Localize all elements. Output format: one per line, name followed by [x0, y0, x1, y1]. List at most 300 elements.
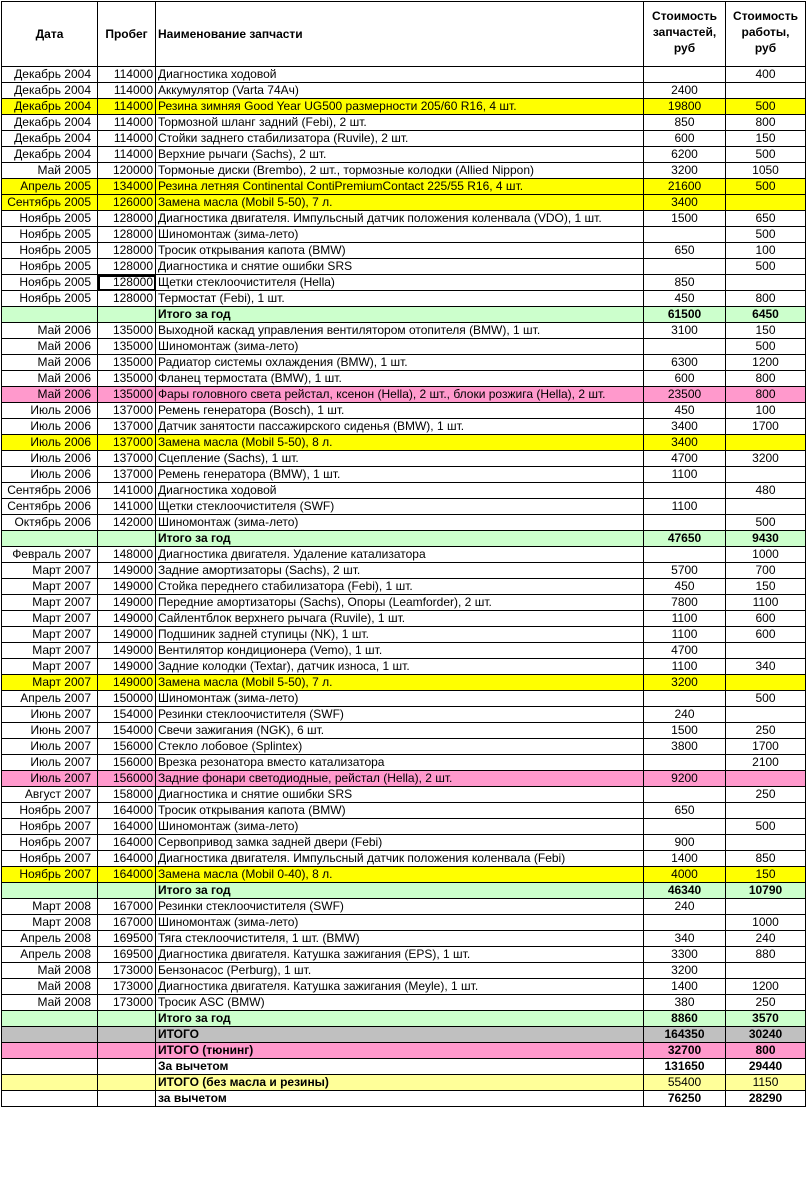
labor-cost-cell[interactable]: 30240	[726, 1027, 806, 1043]
parts-cost-cell[interactable]: 3400	[644, 195, 726, 211]
mileage-cell[interactable]: 149000	[98, 659, 156, 675]
parts-cost-cell[interactable]: 450	[644, 403, 726, 419]
part-name-cell[interactable]: Щетки стеклоочистителя (SWF)	[156, 499, 644, 515]
part-name-cell[interactable]: Свечи зажигания (NGK), 6 шт.	[156, 723, 644, 739]
mileage-cell[interactable]: 149000	[98, 579, 156, 595]
parts-cost-cell[interactable]: 164350	[644, 1027, 726, 1043]
labor-cost-cell[interactable]: 2100	[726, 755, 806, 771]
date-cell[interactable]: Июль 2006	[2, 419, 98, 435]
parts-cost-cell[interactable]	[644, 755, 726, 771]
mileage-cell[interactable]: 114000	[98, 67, 156, 83]
part-name-cell[interactable]: Стойки заднего стабилизатора (Ruvile), 2 шт.	[156, 131, 644, 147]
mileage-cell[interactable]: 173000	[98, 963, 156, 979]
mileage-cell[interactable]: 150000	[98, 691, 156, 707]
parts-cost-cell[interactable]: 4000	[644, 867, 726, 883]
parts-cost-cell[interactable]: 1100	[644, 499, 726, 515]
mileage-cell[interactable]: 148000	[98, 547, 156, 563]
labor-cost-cell[interactable]	[726, 803, 806, 819]
date-cell[interactable]: Ноябрь 2005	[2, 291, 98, 307]
date-cell[interactable]	[2, 883, 98, 899]
labor-cost-cell[interactable]: 150	[726, 323, 806, 339]
part-name-cell[interactable]: Датчик занятости пассажирского сиденья (BMW), 1 шт.	[156, 419, 644, 435]
date-cell[interactable]: Март 2008	[2, 915, 98, 931]
date-cell[interactable]: Декабрь 2004	[2, 83, 98, 99]
parts-cost-cell[interactable]: 650	[644, 243, 726, 259]
parts-cost-cell[interactable]: 600	[644, 131, 726, 147]
date-cell[interactable]: Апрель 2007	[2, 691, 98, 707]
mileage-cell[interactable]: 154000	[98, 707, 156, 723]
date-cell[interactable]: Ноябрь 2007	[2, 851, 98, 867]
parts-cost-cell[interactable]: 1100	[644, 611, 726, 627]
date-cell[interactable]	[2, 1027, 98, 1043]
part-name-cell[interactable]: Диагностика двигателя. Удаление катализатора	[156, 547, 644, 563]
part-name-cell[interactable]: Шиномонтаж (зима-лето)	[156, 227, 644, 243]
part-name-cell[interactable]: Диагностика ходовой	[156, 483, 644, 499]
parts-cost-cell[interactable]: 6200	[644, 147, 726, 163]
labor-cost-cell[interactable]: 800	[726, 371, 806, 387]
mileage-cell[interactable]: 141000	[98, 499, 156, 515]
labor-cost-cell[interactable]: 9430	[726, 531, 806, 547]
mileage-cell[interactable]	[98, 1075, 156, 1091]
labor-cost-cell[interactable]	[726, 499, 806, 515]
labor-cost-cell[interactable]: 500	[726, 99, 806, 115]
mileage-cell[interactable]: 164000	[98, 819, 156, 835]
parts-cost-cell[interactable]: 1400	[644, 851, 726, 867]
labor-cost-cell[interactable]: 100	[726, 243, 806, 259]
date-cell[interactable]: Июль 2007	[2, 739, 98, 755]
date-cell[interactable]: Декабрь 2004	[2, 131, 98, 147]
part-name-cell[interactable]: Задние амортизаторы (Sachs), 2 шт.	[156, 563, 644, 579]
labor-cost-cell[interactable]: 880	[726, 947, 806, 963]
labor-cost-cell[interactable]	[726, 643, 806, 659]
labor-cost-cell[interactable]: 500	[726, 227, 806, 243]
date-cell[interactable]: Ноябрь 2007	[2, 867, 98, 883]
mileage-cell[interactable]: 128000	[98, 259, 156, 275]
date-cell[interactable]: Июль 2006	[2, 451, 98, 467]
part-name-cell[interactable]: за вычетом	[156, 1091, 644, 1107]
mileage-cell[interactable]: 134000	[98, 179, 156, 195]
parts-cost-cell[interactable]: 340	[644, 931, 726, 947]
date-cell[interactable]	[2, 1075, 98, 1091]
mileage-cell[interactable]: 137000	[98, 419, 156, 435]
part-name-cell[interactable]: Задние колодки (Textar), датчик износа, 1 шт.	[156, 659, 644, 675]
date-cell[interactable]	[2, 1043, 98, 1059]
labor-cost-cell[interactable]: 250	[726, 787, 806, 803]
part-name-cell[interactable]: Резинки стеклоочистителя (SWF)	[156, 707, 644, 723]
date-cell[interactable]: Декабрь 2004	[2, 147, 98, 163]
labor-cost-cell[interactable]: 1000	[726, 915, 806, 931]
part-name-cell[interactable]: Выходной каскад управления вентилятором отопителя (BMW), 1 шт.	[156, 323, 644, 339]
labor-cost-cell[interactable]: 500	[726, 339, 806, 355]
part-name-cell[interactable]: Шиномонтаж (зима-лето)	[156, 915, 644, 931]
mileage-cell[interactable]: 149000	[98, 563, 156, 579]
date-cell[interactable]	[2, 307, 98, 323]
date-cell[interactable]: Ноябрь 2007	[2, 819, 98, 835]
labor-cost-cell[interactable]: 3200	[726, 451, 806, 467]
part-name-cell[interactable]: Тяга стеклоочистителя, 1 шт. (BMW)	[156, 931, 644, 947]
header-part-name[interactable]: Наименование запчасти	[156, 2, 644, 67]
header-date[interactable]: Дата	[2, 2, 98, 67]
labor-cost-cell[interactable]: 400	[726, 67, 806, 83]
date-cell[interactable]: Март 2007	[2, 643, 98, 659]
date-cell[interactable]: Сентябрь 2005	[2, 195, 98, 211]
part-name-cell[interactable]: Вентилятор кондиционера (Vemo), 1 шт.	[156, 643, 644, 659]
date-cell[interactable]: Сентябрь 2006	[2, 483, 98, 499]
labor-cost-cell[interactable]: 500	[726, 179, 806, 195]
labor-cost-cell[interactable]: 500	[726, 147, 806, 163]
mileage-cell[interactable]: 156000	[98, 739, 156, 755]
date-cell[interactable]: Март 2007	[2, 579, 98, 595]
part-name-cell[interactable]: ИТОГО	[156, 1027, 644, 1043]
date-cell[interactable]: Март 2008	[2, 899, 98, 915]
parts-cost-cell[interactable]: 55400	[644, 1075, 726, 1091]
parts-cost-cell[interactable]	[644, 259, 726, 275]
labor-cost-cell[interactable]: 1700	[726, 739, 806, 755]
parts-cost-cell[interactable]: 4700	[644, 643, 726, 659]
parts-cost-cell[interactable]: 3800	[644, 739, 726, 755]
parts-cost-cell[interactable]: 61500	[644, 307, 726, 323]
labor-cost-cell[interactable]: 3570	[726, 1011, 806, 1027]
date-cell[interactable]: Июль 2006	[2, 467, 98, 483]
mileage-cell[interactable]: 114000	[98, 115, 156, 131]
date-cell[interactable]: Апрель 2008	[2, 947, 98, 963]
parts-cost-cell[interactable]: 450	[644, 579, 726, 595]
parts-cost-cell[interactable]: 76250	[644, 1091, 726, 1107]
part-name-cell[interactable]: Итого за год	[156, 883, 644, 899]
labor-cost-cell[interactable]: 240	[726, 931, 806, 947]
parts-cost-cell[interactable]	[644, 819, 726, 835]
date-cell[interactable]: Март 2007	[2, 675, 98, 691]
part-name-cell[interactable]: Резина зимняя Good Year UG500 размерности 205/60 R16, 4 шт.	[156, 99, 644, 115]
part-name-cell[interactable]: Диагностика двигателя. Катушка зажигания (EPS), 1 шт.	[156, 947, 644, 963]
mileage-cell[interactable]	[98, 1027, 156, 1043]
mileage-cell[interactable]: 128000	[98, 211, 156, 227]
part-name-cell[interactable]: Ремень генератора (Bosch), 1 шт.	[156, 403, 644, 419]
date-cell[interactable]	[2, 1059, 98, 1075]
date-cell[interactable]: Май 2006	[2, 323, 98, 339]
mileage-cell[interactable]: 126000	[98, 195, 156, 211]
part-name-cell[interactable]: Резинки стеклоочистителя (SWF)	[156, 899, 644, 915]
part-name-cell[interactable]: Тормоные диски (Brembo), 2 шт., тормозные колодки (Allied Nippon)	[156, 163, 644, 179]
date-cell[interactable]: Сентябрь 2006	[2, 499, 98, 515]
part-name-cell[interactable]: Замена масла (Mobil 5-50), 8 л.	[156, 435, 644, 451]
mileage-cell[interactable]: 135000	[98, 387, 156, 403]
labor-cost-cell[interactable]: 1050	[726, 163, 806, 179]
part-name-cell[interactable]: Итого за год	[156, 531, 644, 547]
part-name-cell[interactable]: Замена масла (Mobil 5-50), 7 л.	[156, 195, 644, 211]
parts-cost-cell[interactable]: 240	[644, 707, 726, 723]
parts-cost-cell[interactable]: 3400	[644, 435, 726, 451]
part-name-cell[interactable]: Тросик открывания капота (BMW)	[156, 243, 644, 259]
date-cell[interactable]: Ноябрь 2005	[2, 227, 98, 243]
part-name-cell[interactable]: Диагностика ходовой	[156, 67, 644, 83]
mileage-cell[interactable]: 167000	[98, 899, 156, 915]
labor-cost-cell[interactable]: 800	[726, 1043, 806, 1059]
date-cell[interactable]: Май 2006	[2, 371, 98, 387]
labor-cost-cell[interactable]	[726, 435, 806, 451]
labor-cost-cell[interactable]: 250	[726, 723, 806, 739]
parts-cost-cell[interactable]: 600	[644, 371, 726, 387]
part-name-cell[interactable]: Шиномонтаж (зима-лето)	[156, 691, 644, 707]
date-cell[interactable]: Октябрь 2006	[2, 515, 98, 531]
date-cell[interactable]: Май 2006	[2, 355, 98, 371]
part-name-cell[interactable]: Шиномонтаж (зима-лето)	[156, 515, 644, 531]
parts-cost-cell[interactable]: 19800	[644, 99, 726, 115]
labor-cost-cell[interactable]: 850	[726, 851, 806, 867]
parts-cost-cell[interactable]: 650	[644, 803, 726, 819]
mileage-cell[interactable]	[98, 307, 156, 323]
date-cell[interactable]: Ноябрь 2005	[2, 211, 98, 227]
mileage-cell[interactable]	[98, 531, 156, 547]
labor-cost-cell[interactable]	[726, 771, 806, 787]
date-cell[interactable]: Март 2007	[2, 563, 98, 579]
parts-cost-cell[interactable]: 380	[644, 995, 726, 1011]
mileage-cell[interactable]: 137000	[98, 451, 156, 467]
mileage-cell[interactable]: 137000	[98, 435, 156, 451]
date-cell[interactable]: Май 2006	[2, 387, 98, 403]
part-name-cell[interactable]: За вычетом	[156, 1059, 644, 1075]
labor-cost-cell[interactable]: 500	[726, 819, 806, 835]
part-name-cell[interactable]: Итого за год	[156, 307, 644, 323]
parts-cost-cell[interactable]	[644, 339, 726, 355]
parts-cost-cell[interactable]	[644, 547, 726, 563]
labor-cost-cell[interactable]: 650	[726, 211, 806, 227]
header-parts-cost[interactable]: Стоимость запчастей, руб	[644, 2, 726, 67]
mileage-cell[interactable]: 169500	[98, 931, 156, 947]
labor-cost-cell[interactable]	[726, 83, 806, 99]
mileage-cell[interactable]	[98, 1011, 156, 1027]
date-cell[interactable]: Ноябрь 2005	[2, 259, 98, 275]
labor-cost-cell[interactable]: 29440	[726, 1059, 806, 1075]
labor-cost-cell[interactable]	[726, 963, 806, 979]
date-cell[interactable]: Февраль 2007	[2, 547, 98, 563]
part-name-cell[interactable]: Шиномонтаж (зима-лето)	[156, 339, 644, 355]
parts-cost-cell[interactable]: 6300	[644, 355, 726, 371]
mileage-cell[interactable]: 114000	[98, 99, 156, 115]
date-cell[interactable]: Март 2007	[2, 611, 98, 627]
labor-cost-cell[interactable]: 1200	[726, 355, 806, 371]
labor-cost-cell[interactable]: 1100	[726, 595, 806, 611]
part-name-cell[interactable]: Диагностика двигателя. Катушка зажигания (Meyle), 1 шт.	[156, 979, 644, 995]
part-name-cell[interactable]: Итого за год	[156, 1011, 644, 1027]
parts-cost-cell[interactable]	[644, 67, 726, 83]
mileage-cell[interactable]: 149000	[98, 627, 156, 643]
mileage-cell[interactable]: 135000	[98, 371, 156, 387]
date-cell[interactable]: Март 2007	[2, 627, 98, 643]
part-name-cell[interactable]: Тормозной шланг задний (Febi), 2 шт.	[156, 115, 644, 131]
date-cell[interactable]: Июль 2006	[2, 435, 98, 451]
parts-cost-cell[interactable]: 4700	[644, 451, 726, 467]
parts-cost-cell[interactable]: 1100	[644, 659, 726, 675]
parts-cost-cell[interactable]: 21600	[644, 179, 726, 195]
part-name-cell[interactable]: Замена масла (Mobil 5-50), 7 л.	[156, 675, 644, 691]
part-name-cell[interactable]: Сайлентблок верхнего рычага (Ruvile), 1 шт.	[156, 611, 644, 627]
parts-cost-cell[interactable]: 3200	[644, 163, 726, 179]
mileage-cell[interactable]: 135000	[98, 323, 156, 339]
parts-cost-cell[interactable]	[644, 483, 726, 499]
mileage-cell[interactable]: 156000	[98, 755, 156, 771]
part-name-cell[interactable]: Диагностика и снятие ошибки SRS	[156, 259, 644, 275]
labor-cost-cell[interactable]	[726, 275, 806, 291]
part-name-cell[interactable]: Верхние рычаги (Sachs), 2 шт.	[156, 147, 644, 163]
date-cell[interactable]: Июнь 2007	[2, 707, 98, 723]
labor-cost-cell[interactable]: 150	[726, 131, 806, 147]
mileage-cell[interactable]: 164000	[98, 867, 156, 883]
mileage-cell[interactable]: 164000	[98, 803, 156, 819]
labor-cost-cell[interactable]: 150	[726, 867, 806, 883]
parts-cost-cell[interactable]: 240	[644, 899, 726, 915]
mileage-cell[interactable]: 164000	[98, 835, 156, 851]
date-cell[interactable]: Май 2006	[2, 339, 98, 355]
parts-cost-cell[interactable]	[644, 515, 726, 531]
date-cell[interactable]: Декабрь 2004	[2, 115, 98, 131]
mileage-cell[interactable]	[98, 1091, 156, 1107]
date-cell[interactable]: Декабрь 2004	[2, 99, 98, 115]
part-name-cell[interactable]: Стойка переднего стабилизатора (Febi), 1 шт.	[156, 579, 644, 595]
mileage-cell[interactable]: 158000	[98, 787, 156, 803]
parts-cost-cell[interactable]: 850	[644, 115, 726, 131]
mileage-cell[interactable]	[98, 883, 156, 899]
labor-cost-cell[interactable]: 250	[726, 995, 806, 1011]
header-mileage[interactable]: Пробег	[98, 2, 156, 67]
mileage-cell[interactable]: 142000	[98, 515, 156, 531]
mileage-cell[interactable]: 128000	[98, 275, 156, 291]
date-cell[interactable]: Июль 2007	[2, 771, 98, 787]
parts-cost-cell[interactable]	[644, 915, 726, 931]
part-name-cell[interactable]: Фланец термостата (BMW), 1 шт.	[156, 371, 644, 387]
parts-cost-cell[interactable]: 3100	[644, 323, 726, 339]
mileage-cell[interactable]: 137000	[98, 403, 156, 419]
parts-cost-cell[interactable]: 450	[644, 291, 726, 307]
labor-cost-cell[interactable]	[726, 675, 806, 691]
parts-cost-cell[interactable]: 3300	[644, 947, 726, 963]
parts-cost-cell[interactable]: 850	[644, 275, 726, 291]
labor-cost-cell[interactable]: 150	[726, 579, 806, 595]
part-name-cell[interactable]: Диагностика двигателя. Импульсный датчик положения коленвала (Febi)	[156, 851, 644, 867]
mileage-cell[interactable]: 173000	[98, 979, 156, 995]
mileage-cell[interactable]: 154000	[98, 723, 156, 739]
labor-cost-cell[interactable]: 28290	[726, 1091, 806, 1107]
mileage-cell[interactable]: 167000	[98, 915, 156, 931]
date-cell[interactable]	[2, 1091, 98, 1107]
part-name-cell[interactable]: Тросик открывания капота (BMW)	[156, 803, 644, 819]
mileage-cell[interactable]: 114000	[98, 83, 156, 99]
parts-cost-cell[interactable]: 1400	[644, 979, 726, 995]
part-name-cell[interactable]: Диагностика двигателя. Импульсный датчик положения коленвала (VDO), 1 шт.	[156, 211, 644, 227]
parts-cost-cell[interactable]: 8860	[644, 1011, 726, 1027]
parts-cost-cell[interactable]: 900	[644, 835, 726, 851]
labor-cost-cell[interactable]: 800	[726, 387, 806, 403]
labor-cost-cell[interactable]	[726, 899, 806, 915]
mileage-cell[interactable]: 128000	[98, 243, 156, 259]
labor-cost-cell[interactable]	[726, 835, 806, 851]
part-name-cell[interactable]: Резина летняя Continental ContiPremiumContact 225/55 R16, 4 шт.	[156, 179, 644, 195]
mileage-cell[interactable]: 120000	[98, 163, 156, 179]
part-name-cell[interactable]: Передние амортизаторы (Sachs), Опоры (Leamforder), 2 шт.	[156, 595, 644, 611]
labor-cost-cell[interactable]: 1700	[726, 419, 806, 435]
labor-cost-cell[interactable]: 500	[726, 259, 806, 275]
labor-cost-cell[interactable]: 6450	[726, 307, 806, 323]
parts-cost-cell[interactable]: 7800	[644, 595, 726, 611]
labor-cost-cell[interactable]: 500	[726, 691, 806, 707]
labor-cost-cell[interactable]: 1000	[726, 547, 806, 563]
parts-cost-cell[interactable]: 3200	[644, 675, 726, 691]
date-cell[interactable]: Июнь 2007	[2, 723, 98, 739]
part-name-cell[interactable]: Тросик ASC (BMW)	[156, 995, 644, 1011]
date-cell[interactable]: Ноябрь 2007	[2, 803, 98, 819]
parts-cost-cell[interactable]: 3400	[644, 419, 726, 435]
mileage-cell[interactable]: 135000	[98, 339, 156, 355]
labor-cost-cell[interactable]: 800	[726, 115, 806, 131]
part-name-cell[interactable]: Сцепление (Sachs), 1 шт.	[156, 451, 644, 467]
mileage-cell[interactable]: 149000	[98, 611, 156, 627]
date-cell[interactable]: Июль 2006	[2, 403, 98, 419]
parts-cost-cell[interactable]	[644, 227, 726, 243]
date-cell[interactable]: Май 2008	[2, 995, 98, 1011]
date-cell[interactable]	[2, 1011, 98, 1027]
part-name-cell[interactable]: ИТОГО (без масла и резины)	[156, 1075, 644, 1091]
date-cell[interactable]: Ноябрь 2007	[2, 835, 98, 851]
labor-cost-cell[interactable]: 700	[726, 563, 806, 579]
date-cell[interactable]: Май 2008	[2, 963, 98, 979]
part-name-cell[interactable]: Аккумулятор (Varta 74Ач)	[156, 83, 644, 99]
part-name-cell[interactable]: Стекло лобовое (Splintex)	[156, 739, 644, 755]
mileage-cell[interactable]: 141000	[98, 483, 156, 499]
mileage-cell[interactable]: 156000	[98, 771, 156, 787]
date-cell[interactable]	[2, 531, 98, 547]
parts-cost-cell[interactable]: 1500	[644, 723, 726, 739]
labor-cost-cell[interactable]	[726, 195, 806, 211]
date-cell[interactable]: Декабрь 2004	[2, 67, 98, 83]
part-name-cell[interactable]: ИТОГО (тюнинг)	[156, 1043, 644, 1059]
date-cell[interactable]: Июль 2007	[2, 755, 98, 771]
part-name-cell[interactable]: Термостат (Febi), 1 шт.	[156, 291, 644, 307]
part-name-cell[interactable]: Задние фонари светодиодные, рейстал (Hella), 2 шт.	[156, 771, 644, 787]
parts-cost-cell[interactable]: 46340	[644, 883, 726, 899]
header-labor-cost[interactable]: Стоимость работы, руб	[726, 2, 806, 67]
date-cell[interactable]: Ноябрь 2005	[2, 275, 98, 291]
mileage-cell[interactable]: 164000	[98, 851, 156, 867]
date-cell[interactable]: Май 2005	[2, 163, 98, 179]
date-cell[interactable]: Март 2007	[2, 659, 98, 675]
mileage-cell[interactable]: 114000	[98, 131, 156, 147]
part-name-cell[interactable]: Диагностика и снятие ошибки SRS	[156, 787, 644, 803]
mileage-cell[interactable]: 137000	[98, 467, 156, 483]
labor-cost-cell[interactable]: 800	[726, 291, 806, 307]
part-name-cell[interactable]: Радиатор системы охлаждения (BMW), 1 шт.	[156, 355, 644, 371]
date-cell[interactable]: Март 2007	[2, 595, 98, 611]
labor-cost-cell[interactable]: 600	[726, 627, 806, 643]
mileage-cell[interactable]: 135000	[98, 355, 156, 371]
labor-cost-cell[interactable]: 480	[726, 483, 806, 499]
mileage-cell[interactable]: 149000	[98, 675, 156, 691]
date-cell[interactable]: Апрель 2005	[2, 179, 98, 195]
mileage-cell[interactable]: 173000	[98, 995, 156, 1011]
mileage-cell[interactable]	[98, 1043, 156, 1059]
labor-cost-cell[interactable]: 600	[726, 611, 806, 627]
labor-cost-cell[interactable]: 100	[726, 403, 806, 419]
labor-cost-cell[interactable]	[726, 467, 806, 483]
part-name-cell[interactable]: Подшиник задней ступицы (NK), 1 шт.	[156, 627, 644, 643]
parts-cost-cell[interactable]: 1100	[644, 627, 726, 643]
labor-cost-cell[interactable]	[726, 707, 806, 723]
parts-cost-cell[interactable]: 23500	[644, 387, 726, 403]
parts-cost-cell[interactable]: 3200	[644, 963, 726, 979]
mileage-cell[interactable]: 128000	[98, 291, 156, 307]
mileage-cell[interactable]: 128000	[98, 227, 156, 243]
parts-cost-cell[interactable]	[644, 691, 726, 707]
parts-cost-cell[interactable]	[644, 787, 726, 803]
